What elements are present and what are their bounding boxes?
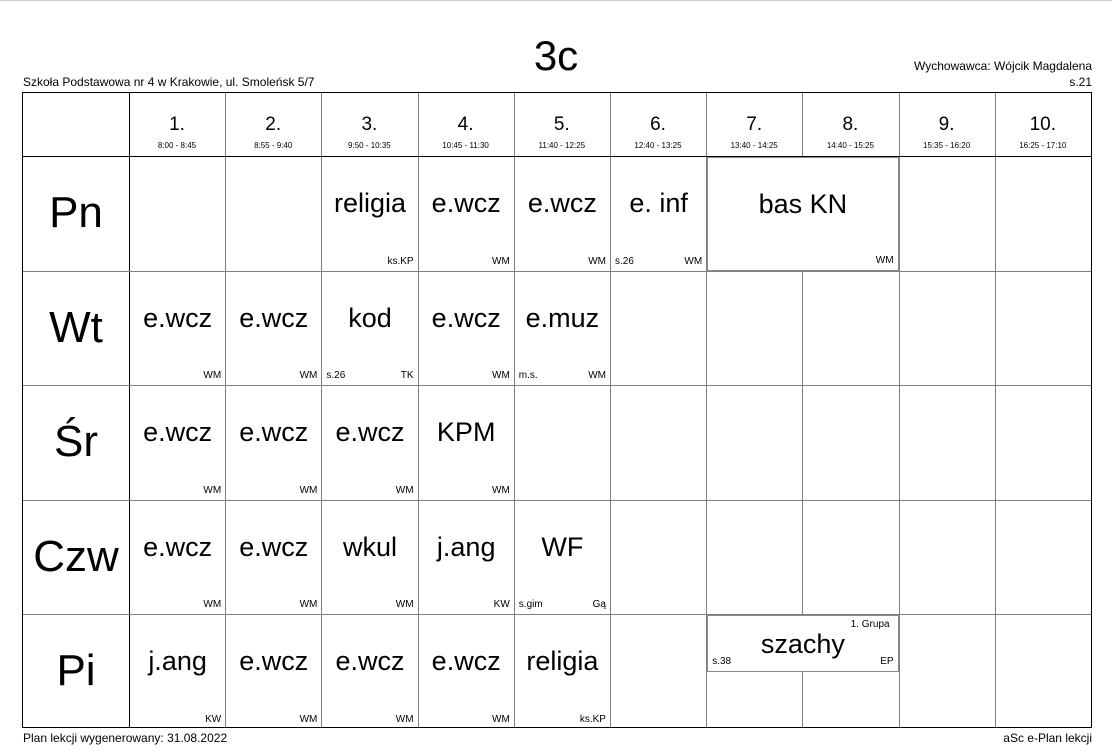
lesson-room: m.s. [518, 370, 538, 381]
lesson-subject: e.wcz [239, 531, 309, 562]
lesson-teacher: WM [875, 254, 894, 266]
lesson-teacher: KW [493, 599, 510, 610]
lesson-cell[interactable] [226, 501, 321, 615]
lesson-teacher: WM [492, 370, 510, 381]
lesson-teacher: WM [203, 484, 222, 496]
period-time: 16:25 - 17:10 [1019, 141, 1067, 150]
period-time: 12:40 - 13:25 [634, 141, 682, 150]
lesson-cell[interactable] [515, 157, 610, 271]
lesson-subject: bas KN [758, 189, 848, 219]
lesson-teacher: ks.KP [579, 713, 606, 725]
lesson-cell[interactable] [419, 157, 514, 271]
period-time: 8:55 - 9:40 [254, 141, 293, 150]
lesson-subject: e.wcz [335, 646, 405, 676]
period-time: 15:35 - 16:20 [923, 141, 971, 150]
lesson-subject: e.wcz [239, 417, 309, 447]
period-header [321, 93, 417, 156]
grid-column-line [899, 93, 900, 727]
lesson-subject: e.muz [525, 302, 600, 333]
lesson-cell[interactable] [707, 615, 898, 672]
period-header [225, 93, 321, 156]
lesson-subject: KPM [436, 417, 496, 447]
period-number: 4. [457, 114, 474, 135]
lesson-cell[interactable] [226, 615, 321, 729]
lesson-subject: e.wcz [431, 302, 501, 333]
period-number: 1. [169, 114, 185, 135]
period-header [129, 93, 225, 156]
lesson-teacher: WM [299, 484, 318, 496]
lesson-subject: j.ang [148, 646, 207, 676]
lesson-teacher: Gą [592, 599, 606, 610]
period-number: 7. [746, 114, 763, 135]
lesson-subject: j.ang [436, 531, 496, 562]
lesson-cell[interactable] [130, 386, 225, 500]
day-label: Pi [56, 646, 96, 695]
period-time: 14:40 - 15:25 [826, 141, 874, 150]
lesson-subject: e.wcz [239, 302, 309, 333]
period-number: 2. [265, 114, 282, 135]
day-label: Czw [33, 531, 119, 581]
lesson-room: s.26 [326, 370, 346, 381]
lesson-cell[interactable] [419, 501, 514, 615]
lesson-cell[interactable] [419, 386, 514, 500]
software-credit: aSc e-Plan lekcji [1003, 731, 1092, 745]
day-label: Śr [54, 417, 98, 466]
period-header [610, 93, 706, 156]
lesson-cell[interactable] [611, 157, 706, 271]
lesson-subject: e.wcz [143, 417, 213, 447]
lesson-cell[interactable] [707, 157, 898, 271]
homeroom-teacher: Wychowawca: Wójcik Magdalena [914, 59, 1092, 73]
lesson-teacher: WM [684, 255, 703, 267]
lesson-cell[interactable] [322, 157, 417, 271]
lesson-subject: wkul [342, 531, 397, 562]
lesson-cell[interactable] [419, 272, 514, 386]
lesson-teacher: WM [299, 599, 318, 610]
lesson-cell[interactable] [515, 272, 610, 386]
lesson-cell[interactable] [419, 615, 514, 729]
lesson-cell[interactable] [515, 501, 610, 615]
period-header [418, 93, 514, 156]
top-border [0, 0, 1112, 1]
lesson-subject: e.wcz [527, 188, 597, 218]
lesson-teacher: WM [203, 370, 222, 381]
lesson-teacher: WM [492, 255, 510, 267]
lesson-teacher: WM [395, 484, 414, 496]
lesson-teacher: WM [588, 370, 606, 381]
lesson-cell[interactable] [515, 615, 610, 729]
grid-column-line [995, 93, 996, 727]
lesson-cell[interactable] [130, 615, 225, 729]
lesson-subject: e.wcz [143, 302, 213, 333]
lesson-teacher: WM [299, 370, 318, 381]
lesson-cell[interactable] [130, 501, 225, 615]
period-number: 10. [1029, 114, 1056, 135]
generated-date: Plan lekcji wygenerowany: 31.08.2022 [23, 731, 228, 745]
period-number: 3. [361, 114, 378, 135]
lesson-cell[interactable] [322, 386, 417, 500]
lesson-subject: religia [333, 188, 406, 218]
lesson-room: s.26 [615, 255, 634, 267]
period-header [899, 93, 995, 156]
lesson-teacher: TK [400, 370, 414, 381]
lesson-cell[interactable] [226, 272, 321, 386]
lesson-subject: e.wcz [335, 417, 405, 447]
homeroom-room: s.21 [1069, 75, 1092, 89]
lesson-subject: kod [348, 302, 392, 333]
lesson-cell[interactable] [322, 272, 417, 386]
class-title: 3c [533, 32, 579, 79]
lesson-subject: e.wcz [239, 646, 309, 676]
lesson-subject: e. inf [629, 188, 688, 218]
period-number: 9. [938, 114, 955, 135]
lesson-subject: e.wcz [431, 188, 501, 218]
day-label: Wt [49, 302, 103, 352]
lesson-cell[interactable] [322, 615, 417, 729]
lesson-teacher: WM [492, 484, 510, 496]
lesson-cell[interactable] [322, 501, 417, 615]
lesson-cell[interactable] [226, 386, 321, 500]
period-time: 8:00 - 8:45 [157, 141, 197, 150]
timetable-grid [22, 92, 1092, 728]
period-number: 6. [650, 114, 666, 135]
lesson-teacher: WM [395, 599, 414, 610]
lesson-teacher: WM [299, 713, 318, 725]
lesson-room: s.gim [518, 599, 543, 610]
lesson-group: 1. Grupa [850, 619, 890, 630]
lesson-teacher: WM [395, 713, 414, 725]
lesson-subject: szachy [760, 629, 845, 659]
lesson-teacher: WM [588, 255, 606, 267]
period-header [514, 93, 610, 156]
day-label: Pn [49, 188, 103, 237]
period-time: 13:40 - 14:25 [730, 141, 778, 150]
lesson-teacher: ks.KP [387, 255, 414, 267]
school-name: Szkoła Podstawowa nr 4 w Krakowie, ul. Smoleńsk 5/7 [23, 75, 315, 89]
lesson-subject: WF [541, 531, 584, 562]
lesson-teacher: EP [880, 656, 894, 668]
period-number: 8. [842, 114, 859, 135]
period-number: 5. [553, 114, 570, 135]
period-header [995, 93, 1091, 156]
period-time: 10:45 - 11:30 [442, 141, 489, 150]
lesson-subject: religia [526, 646, 599, 676]
lesson-teacher: WM [203, 599, 222, 610]
period-time: 9:50 - 10:35 [348, 141, 391, 150]
period-header [706, 93, 802, 156]
lesson-cell[interactable] [130, 272, 225, 386]
period-header [802, 93, 898, 156]
lesson-subject: e.wcz [431, 646, 501, 676]
lesson-teacher: KW [205, 713, 222, 725]
lesson-teacher: WM [492, 713, 510, 725]
lesson-room: s.38 [712, 656, 732, 668]
period-time: 11:40 - 12:25 [538, 141, 586, 150]
lesson-subject: e.wcz [143, 531, 213, 562]
